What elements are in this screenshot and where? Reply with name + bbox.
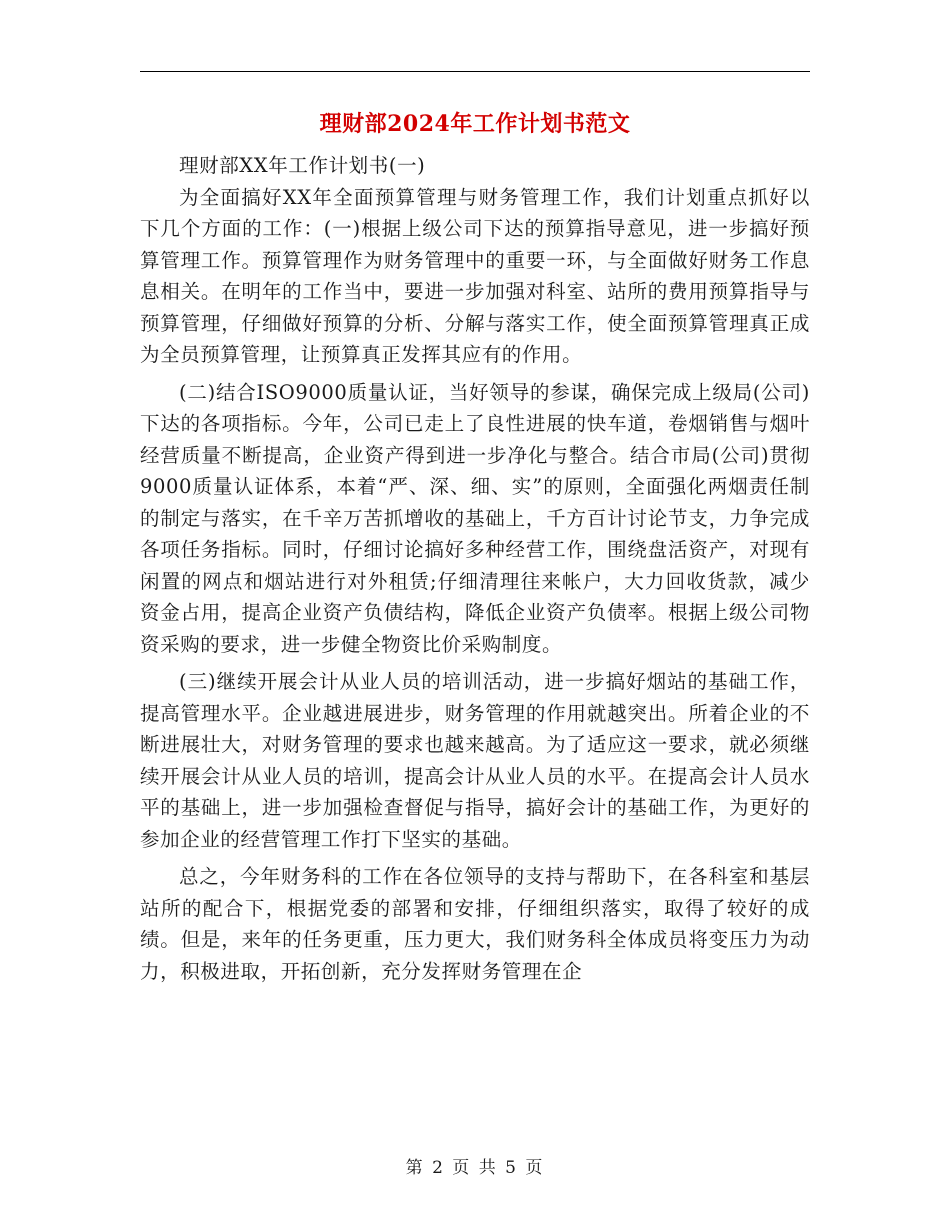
paragraph-3: (三)继续开展会计从业人员的培训活动，进一步搞好烟站的基础工作，提高管理水平。企业越进展进步，财务管理的作用就越突出。所着企业的不断进展壮大，对财务管理的要求也越来越高。为了适应这一要求，就必须继续开展会计从业人员的培训，提高会计从业人员的水平。在提高会计人员水平的基础上，进一步加强检查督促与指导，搞好会计的基础工作，为更好的参加企业的经营管理工作打下坚实的基础。 bbox=[140, 670, 810, 851]
header-rule bbox=[140, 71, 810, 72]
page-footer: 第 2 页 共 5 页 bbox=[405, 1158, 545, 1178]
paragraph-1: 为全面搞好XX年全面预算管理与财务管理工作，我们计划重点抓好以下几个方面的工作：(一)根据上级公司下达的预算指导意见，进一步搞好预算管理工作。预算管理作为财务管理中的重要一环，与全面做好财务工作息息相关。在明年的工作当中，要进一步加强对科室、站所的费用预算指导与预算管理，仔细做好预算的分析、分解与落实工作，使全面预算管理真正成为全员预算管理，让预算真正发挥其应有的作用。 bbox=[140, 185, 810, 366]
section-heading: 理财部XX年工作计划书(一) bbox=[179, 154, 426, 177]
document-body bbox=[140, 150, 810, 987]
document-title: 理财部2024年工作计划书范文 bbox=[319, 111, 631, 137]
paragraph-4: 总之，今年财务科的工作在各位领导的支持与帮助下，在各科室和基层站所的配合下，根据党委的部署和安排，仔细组织落实，取得了较好的成绩。但是，来年的任务更重，压力更大，我们财务科全体成员将变压力为动力，积极进取，开拓创新，充分发挥财务管理在企 bbox=[140, 865, 810, 983]
paragraph-2: (二)结合ISO9000质量认证，当好领导的参谋，确保完成上级局(公司)下达的各项指标。今年，公司已走上了良性进展的快车道，卷烟销售与烟叶经营质量不断提高，企业资产得到进一步净化与整合。结合市局(公司)贯彻9000质量认证体系，本着“严、深、细、实”的原则，全面强化两烟责任制的制定与落实，在千辛万苦抓增收的基础上，千方百计讨论节支，力争完成各项任务指标。同时，仔细讨论搞好多种经营工作，围绕盘活资产，对现有闲置的网点和烟站进行对外租赁;仔细清理往来帐户，大力回收货款，减少资金占用，提高企业资产负债结构，降低企业资产负债率。根据上级公司物资采购的要求，进一步健全物资比价采购制度。 bbox=[140, 380, 810, 656]
